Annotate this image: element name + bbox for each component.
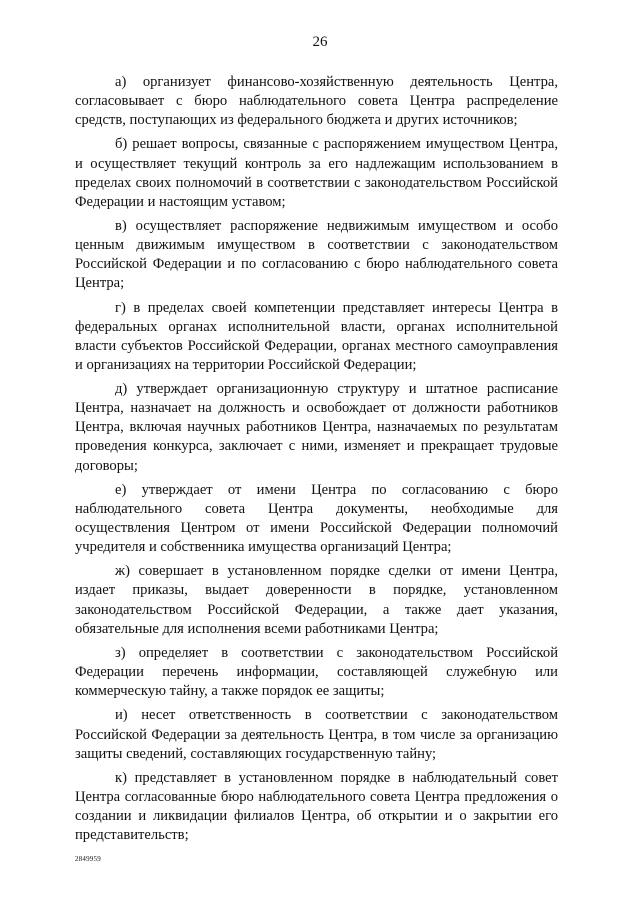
paragraph-i: и) несет ответственность в соответствии с законодательством Российской Федерации за деятельность Центра, в том числе за организацию защиты сведений, составляющих государственную тайну; bbox=[75, 707, 558, 762]
paragraph-zh: ж) совершает в установленном порядке сделки от имени Центра, издает приказы, выдает доверенности в порядке, установленном законодательством Российской Федерации, а также дает указания, обязательные для исполнения всеми работниками Центра; bbox=[75, 563, 558, 637]
document-code: 2849959 bbox=[75, 855, 101, 863]
paragraph-g: г) в пределах своей компетенции представляет интересы Центра в федеральных органах исполнительной власти, органах исполнительной власти субъектов Российской Федерации, органах местного самоуправления и организациях на территории Российской Федерации; bbox=[75, 299, 558, 373]
paragraph-k: к) представляет в установленном порядке в наблюдательный совет Центра согласованные бюро наблюдательного совета Центра предложения о создании и ликвидации филиалов Центра, об открытии и о закрытии его представительств; bbox=[75, 769, 558, 844]
paragraph-d: д) утверждает организационную структуру и штатное расписание Центра, назначает на должность и освобождает от должности работников Центра, включая научных работников Центра, назначаемых по результатам проведения конкурса, заключает с ними, изменяет и прекращает трудовые договоры; bbox=[75, 381, 558, 474]
document-body bbox=[75, 73, 558, 850]
page-number: 26 bbox=[312, 34, 328, 50]
paragraph-e: е) утверждает от имени Центра по согласованию с бюро наблюдательного совета Центра документы, необходимые для осуществления Центром от имени Российской Федерации полномочий учредителя и собственника имущества организаций Центра; bbox=[75, 481, 558, 556]
paragraph-a: а) организует финансово-хозяйственную деятельность Центра, согласовывает с бюро наблюдательного совета Центра распределение средств, поступающих из федерального бюджета и других источников; bbox=[75, 74, 558, 129]
paragraph-v: в) осуществляет распоряжение недвижимым имуществом и особо ценным движимым имуществом в соответствии с законодательством Российской Федерации и по согласованию с бюро наблюдательного совета Центра; bbox=[75, 218, 558, 292]
paragraph-b: б) решает вопросы, связанные с распоряжением имуществом Центра, и осуществляет текущий контроль за его надлежащим использованием в пределах своих полномочий в соответствии с законодательством Российской Федерации и настоящим уставом; bbox=[75, 136, 558, 210]
paragraph-z: з) определяет в соответствии с законодательством Российской Федерации перечень информации, составляющей служебную или коммерческую тайну, а также порядок ее защиты; bbox=[75, 644, 558, 700]
